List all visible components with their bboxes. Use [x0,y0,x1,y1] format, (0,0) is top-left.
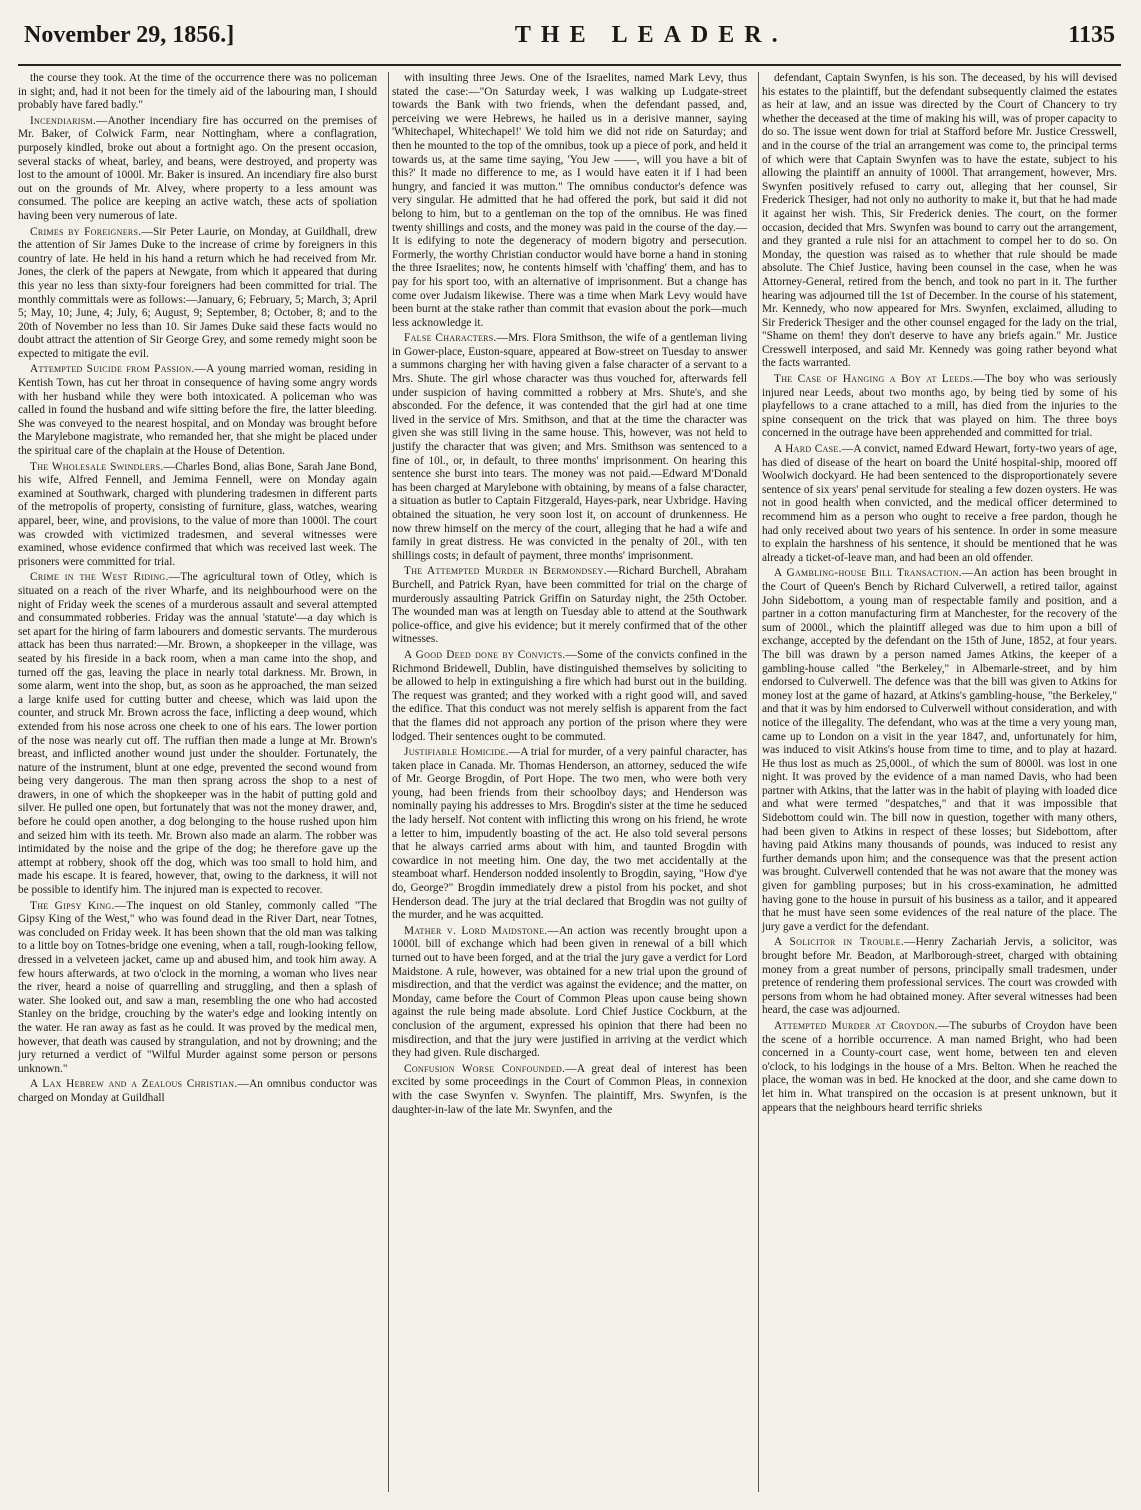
article-text: Richard Burchell, Abraham Burchell, and Patrick Ryan, have been committed for trial on the charge of murderously assaulting Patrick Griffin on Saturday night, the 25th October. The wounded man was at length on Tuesday able to attend at the Southwark police-office, and give his evidence; but it merely confirmed that of the other witnesses. [392,565,747,646]
article-paragraph [18,72,377,113]
article-heading: Mather v. Lord Maidstone.— [404,924,559,937]
article-paragraph [18,226,377,362]
text-columns [18,72,1121,1492]
article-heading: The Wholesale Swindlers.— [30,460,176,473]
article-paragraph [392,746,747,923]
article-text: A convict, named Edward Hewart, forty-two years of age, has died of disease of the heart on board the Unité hospital-ship, moored off Woolwich dockyard. He had been sentenced to the disproportionately severe sentence of six years' penal servitude for stealing a few dozen oysters. He was not in good health when convicted, and the medical officer determined to recommend him as a person who ought to receive a free pardon, though he had only received about two years of his sentence. In order in some measure to explain the harshness of his sentence, it should be mentioned that he was already a ticket-of-leave man, and had been an old offender. [762,443,1117,564]
article-heading: Incendiarism.— [30,114,108,127]
issue-date: November 29, 1856.] [24,22,235,48]
masthead [18,22,1121,64]
column-3 [758,72,1120,1492]
article-paragraph [392,649,747,744]
article-paragraph [762,567,1117,934]
article-text: the course they took. At the time of the occurrence there was no policeman in sight; and, had it not been for the timely aid of the labouring man, I should probably have fared badly." [18,72,377,112]
article-heading: Attempted Suicide from Passion.— [30,363,207,376]
article-text: The suburbs of Croydon have been the scene of a horrible occurrence. A man named Bright, who had been concerned in a County-court case, went home, between ten and eleven o'clock, to his lodgings in the house of a Mrs. Belton. When he reached the place, the woman was in bed. He knocked at the door, and she came down to let him in. What transpired on the occasion is at present unknown, but it appears that the neighbours heard terrific shrieks [762,1019,1118,1114]
article-text: The agricultural town of Otley, which is situated on a reach of the river Wharfe, and its neighbourhood were on the night of Friday week the scenes of a murderous assault and several attempted and consummated robberies. Friday was the annual 'statute'—a day which is set apart for the hiring of farm labourers and domestic servants. The murderous attack has been thus narrated:—Mr. Brown, a shopkeeper in the village, was seated by his fireside in a back room, when a man came into the shop, and turned off the gas, leaving the place in nearly total darkness. Mr. Brown, in some alarm, went into the shop, but, as soon as he approached, the man seized a large knife used for cutting butter and cheese, which was laid upon the counter, and struck Mr. Brown across the face, inflicting a deep wound, which extended from his nose across one cheek to one of his ears. The lower portion of the nose was nearly cut off. The ruffian then made a lunge at Mr. Brown's breast, and inflicted another wound just under the shoulder. Fortunately, the nature of the instrument, blunt at one edge, prevented the second wound from being very dangerous. The man then sprang across the shop to a nest of drawers, in one of which the shopkeeper was in the habit of putting gold and silver. He pulled one open, but fortunately that was not the money drawer, and, before he could open another, a dog belonging to the house rushed upon him and seized him with its teeth. Mr. Brown also made an alarm. The robber was intimidated by the noise and the gripe of the dog; he therefore gave up the attempt at robbery, shook off the dog, which was too small to hold him, and made his escape. It is feared, however, that, owing to the darkness, it will not be possible to identify him. The injured man is expected to recover. [18,571,377,897]
article-text: A young married woman, residing in Kentish Town, has cut her throat in consequence of having some angry words with her husband while they were both intoxicated. A policeman who was called in found the husband and wife sitting before the fire, the latter bleeding. She was conveyed to the nearest hospital, and on Monday was brought before the Marylebone magistrate, who remanded her, that she might be placed under the spiritual care of the chaplain at the House of Detention. [18,363,377,458]
article-heading: A Gambling-house Bill Transaction.— [774,567,974,580]
article-heading: Justifiable Homicide.— [404,746,521,759]
article-text: Charles Bond, alias Bone, Sarah Jane Bond, his wife, Alfred Fennell, and Jemima Fennell, were on Monday again examined at Southwark, charged with plundering tradesmen in different parts of the metropolis of property, consisting of furniture, glass, watches, wearing apparel, beer, wine, and provisions, to the value of more than 1000l. The court was crowded with victimized tradesmen, and several witnesses were examined, whose evidence confirmed that which was received last week. The prisoners were committed for trial. [18,460,378,568]
page-number: 1135 [1068,22,1115,48]
article-paragraph [18,900,377,1077]
article-text: Mrs. Flora Smithson, the wife of a gentleman living in Gower-place, Euston-square, appeared at Bow-street on Tuesday to answer a summons charging her with having given a false character of a servant to a Mrs. Shute. The girl whose character was thus vouched for, afterwards fell under suspicion of having committed a robbery at Mrs. Shute's, and she absconded. For the defence, it was contended that the girl had at one time lived in the service of Mrs. Smithson, and that at the time the character was given she was still living in the same house. This, however, was not held to justify the character that was given; and Mrs. Smithson was sentenced to a fine of 10l., or, in default, to three months' imprisonment. On hearing this sentence she burst into tears. The money was not paid.—Edward M'Donald has been charged at Marylebone with obtaining, by means of a false character, a situation as butler to Captain Fitzgerald, Hayes-park, near Uxbridge. Having obtained the situation, he very soon lost it, on account of drunkenness. He now threw himself on the mercy of the court, alleging that he had a wife and family in great distress. He was convicted in the penalty of 20l., with ten shillings costs; in default of payment, three months' imprisonment. [392,332,747,562]
article-heading: A Lax Hebrew and a Zealous Christian.— [30,1078,250,1091]
article-paragraph [762,72,1117,371]
column-1 [18,72,380,1492]
article-paragraph [392,1063,747,1117]
article-paragraph [18,363,377,458]
article-text: with insulting three Jews. One of the Israelites, named Mark Levy, thus stated the case:—"On Saturday week, I was walking up Ludgate-street towards the Bank with two friends, when the defendant passed, and, perceiving we were Hebrews, he hailed us in a derisive manner, saying 'Whitechapel, Whitechapel!' We told him we did not ride on Saturday; and then he mounted to the top of the omnibus, took up a piece of pork, and held it towards us, at the same time saying, 'You Jew ——, will you have a bit of this?' It made no difference to me, as I would have eaten it if I had been hungry, and fancied it was mutton." The omnibus conductor's defence was very singular. He admitted that he had offered the pork, but said it did not belong to him, but to a gentleman on the top of the omnibus. He was fined twenty shillings and costs, and the money was paid in the course of the day.—It is edifying to note the degeneracy of modern bigotry and persecution. Formerly, the worthy Christian conductor would have borne a hand in stoning the three Israelites; now, he contents himself with 'chaffing' them, and has to pay for his sport too, with an alternative of imprisonment. But a change has come over Judaism likewise. There was a time when Mark Levy would have been burnt at the stake rather than commit that evasion about the pork—much less acknowledge it. [392,72,747,329]
newspaper-title: THE LEADER. [514,22,788,48]
article-text: An action was recently brought upon a 1000l. bill of exchange which had been given in renewal of a bill which turned out to have been forged, and at the trial the jury gave a verdict for Lord Maidstone. A rule, however, was obtained for a new trial upon the ground of misdirection, and that the verdict was against the evidence; and the matter, on Monday, came before the Court of Common Pleas upon cause being shown against the rule being made absolute. Lord Chief Justice Cockburn, at the conclusion of the argument, expressed his opinion that there had been no misdirection, and that the jury were justified in arriving at the verdict which they had given. Rule discharged. [392,924,747,1060]
article-heading: A Solicitor in Trouble.— [774,936,916,949]
article-paragraph [392,925,747,1061]
article-text: Henry Zachariah Jervis, a solicitor, was brought before Mr. Beadon, at Marlborough-street, charged with obtaining money from a great number of persons, principally small tradesmen, under pretence of rendering them professional services. The court was crowded with persons from whom he had obtained money. After several witnesses had been heard, the case was adjourned. [762,936,1118,1017]
article-text: Another incendiary fire has occurred on the premises of Mr. Baker, of Colwick Farm, near Nottingham, where a conflagration, purposely kindled, broke out about a fortnight ago. On the present occasion, several stacks of wheat, barley, and beans, were destroyed, and property was lost to the amount of 1000l. Mr. Baker is insured. An incendiary fire also burst out on the grounds of Mr. Alvey, where property to a less amount was consumed. The police are keeping an active watch, these acts of spoliation having been very numerous of late. [18,114,377,222]
article-text: The boy who was seriously injured near Leeds, about two months ago, by being tied by some of his playfellows to a crane attached to a mill, has died from the injuries to the spine consequent on the trick that was played on him. The three boys concerned in the outrage have been apprehended and committed for trial. [762,373,1117,440]
article-heading: False Characters.— [404,332,509,345]
article-paragraph [762,443,1117,565]
article-heading: Crimes by Foreigners.— [30,225,153,238]
masthead-rule [18,64,1121,66]
article-text: An action has been brought in the Court of Queen's Bench by Richard Culverwell, a retired tailor, against John Sidebottom, a young man of respectable family and position, and a partner in a cotton manufacturing firm at Manchester, for the recovery of the sum of 2000l., which the plaintiff alleged was due to him upon a bill of exchange, accepted by the defendant on the 15th of June, 1852, at four years. The bill was drawn by a person named James Atkins, the keeper of a gambling-house called "the Berkeley," in Albemarle-street, and by him endorsed to Culverwell. The defence was that the bill was given to Atkins for money lost at the game of hazard, at Atkins's gambling-house, "the Berkeley," and that it was by him endorsed to Culverwell without consideration, and with notice of the illegality. The defendant, who was at the time a very young man, came up to London on a visit in the year 1847, and, unfortunately for him, was induced to visit Atkins's house from time to time, and to play at hazard. He thus lost as much as 25,000l., of which the sum of 8000l. was lost in one night. It was proved by the evidence of a man named Davis, who had been partner with Atkins, that the latter was in the habit of playing with loaded dice and what were termed "despatches," and that it was impossible that Sidebottom could win. The bill now in question, together with many others, had been given to Atkins in respect of these losses; but Sidebottom, after having paid Atkins many thousands of pounds, was induced to resist any further demands upon him; and the consequence was that the present action was brought. Culverwell contended that he was not aware that the money was given for gambling purposes; but in his cross-examination, he admitted having gone to the house in pursuit of his business as a tailor, and it appeared that he must have seen some evidences of the real nature of the place. The jury gave a verdict for the defendant. [762,567,1117,933]
article-heading: A Good Deed done by Convicts.— [404,648,578,661]
column-2 [388,72,750,1492]
article-heading: Crime in the West Riding.— [30,571,181,584]
article-text: The inquest on old Stanley, commonly called "The Gipsy King of the West," who was found dead in the River Dart, near Totnes, was concluded on Friday week. It has been shown that the old man was talking to a little boy on Totnes-bridge one evening, when a tall, rough-looking fellow, dressed in a velveteen jacket, came up and abused him, and took him away. A few hours afterwards, at two o'clock in the morning, a woman who lives near the river, heard a noise of quarrelling and struggling, and then a splash of water. She looked out, and saw a man, resembling the one who had accosted Stanley on the bridge, crouching by the water's edge and looking intently on the water. He ran away as fast as he could. It was proved by the medical men, however, that death was caused by strangulation, and not by drowning; and the jury returned a verdict of "Wilful Murder against some person or persons unknown." [18,899,377,1075]
article-heading: The Attempted Murder in Bermondsey.— [404,565,619,578]
article-paragraph [392,565,747,647]
article-paragraph [18,115,377,224]
article-heading: The Case of Hanging a Boy at Leeds.— [774,373,986,386]
article-text: A trial for murder, of a very painful character, has taken place in Canada. Mr. Thomas Henderson, an attorney, seduced the wife of Mr. George Brogdin, of Port Hope. The two men, who were both very young, had been friends from their schoolboy days; and Henderson was nominally paying his addresses to Mrs. Brogdin's sister at the time he seduced the lady herself. Not content with inflicting this wrong on his friend, he wrote a letter to him, impudently boasting of the act. He also told several persons that he always carried arms about with him, and taunted Brogdin with cowardice in not meeting him. One day, the two met accidentally at the steamboat wharf. Henderson nodded insolently to Brogdin, saying, "How d'ye do, George?" Brogdin immediately drew a pistol from his pocket, and shot Henderson dead. The jury at the trial declared that Brogdin was not guilty of the murder, and he was acquitted. [392,746,747,922]
article-heading: Confusion Worse Confounded.— [404,1062,577,1075]
article-heading: The Gipsy King.— [30,899,127,912]
article-heading: A Hard Case.— [774,443,854,456]
article-text: A great deal of interest has been excited by some proceedings in the Court of Common Pleas, in connexion with the case Swynfen v. Swynfen. The plaintiff, Mrs. Swynfen, is the daughter-in-law of the late Mr. Swynfen, and the [392,1062,748,1116]
article-heading: Attempted Murder at Croydon.— [774,1019,950,1032]
article-text: An omnibus conductor was charged on Monday at Guildhall [18,1078,378,1104]
article-paragraph [18,461,377,570]
article-paragraph [392,72,747,330]
article-paragraph [392,332,747,563]
article-text: Some of the convicts confined in the Richmond Bridewell, Dublin, have distinguished themselves by soliciting to be allowed to help in extinguishing a fire which had burst out in the building. The request was granted; and they worked with a right good will, and saved the edifice. That this conduct was not merely selfish is apparent from the fact that the flames did not approach any portion of the prison where they were lodged. Their sentences ought to be commuted. [392,648,747,743]
article-text: Sir Peter Laurie, on Monday, at Guildhall, drew the attention of Sir James Duke to the increase of crime by foreigners in this country of late. He held in his hand a return which he had received from Mr. Jones, the clerk of the papers at Newgate, from which it appeared that during this year no less than sixty-four foreigners had been committed for trial. The monthly committals were as follows:—January, 6; February, 5; March, 3; April 5; May, 10; June, 4; July, 6; August, 9; September, 8; October, 8; and to the 20th of November no less than 10. Sir James Duke said these facts would no doubt attract the attention of Sir George Grey, and some remedy might soon be expected to mitigate the evil. [18,225,377,360]
article-text: defendant, Captain Swynfen, is his son. The deceased, by his will devised his estates to the plaintiff, but the defendant subsequently claimed the estates as heir at law, and an issue was directed by the Court of Chancery to try whether the deceased at the time of making his will, was of proper capacity to do so. The issue went down for trial at Stafford before Mr. Justice Cresswell, and in the course of the trial an arrangement was come to, the principal terms of which were that Captain Swynfen was to have the estate, subject to his allowing the plaintiff an annuity of 1000l. That arrangement, however, Mrs. Swynfen positively refused to carry out, alleging that her counsel, Sir Frederick Thesiger, had not only no authority to make it, but that he had made it against her wish. This, Sir Frederick denies. The court, on the former occasion, decided that Mrs. Swynfen was bound to carry out the arrangement, and they granted a rule nisi for an attachment to compel her to do so. On Monday, the question was raised as to whether that rule should be made absolute. The Chief Justice, having been counsel in the case, when he was Attorney-General, retired from the bench, and took no part in it. The further hearing was adjourned till the 1st of December. In the course of his statement, Mr. Kennedy, who now appeared for Mrs. Swynfen, exclaimed, alluding to Sir Frederick Thesiger and the other counsel engaged for the lady on the trial, "Shame on them! they don't deserve to have any briefs again." Mr. Justice Cresswell interposed, and said Mr. Kennedy was going rather beyond what the facts warranted. [762,72,1117,370]
article-paragraph [18,1078,377,1105]
article-paragraph [762,936,1117,1018]
article-paragraph [762,373,1117,441]
article-paragraph [762,1020,1117,1115]
article-paragraph [18,571,377,897]
